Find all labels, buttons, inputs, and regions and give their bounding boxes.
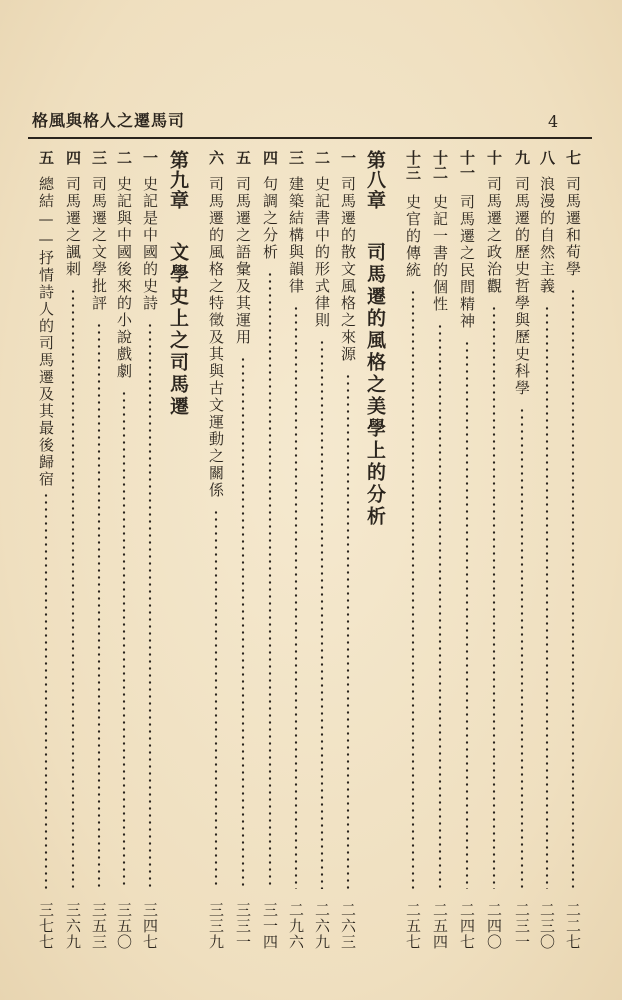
section-title: 司馬遷的歷史哲學與歷史科學 xyxy=(513,176,531,397)
toc-entry xyxy=(33,150,59,950)
dot-leader xyxy=(214,509,218,889)
chapter-label: 第八章 xyxy=(364,150,386,210)
section-title: 司馬遷和荀學 xyxy=(564,176,582,278)
page-ref: 三五三 xyxy=(90,902,108,950)
toc-entry xyxy=(427,150,453,950)
toc-entry xyxy=(137,150,163,950)
dot-leader xyxy=(520,407,524,889)
dot-leader xyxy=(268,271,272,889)
section-title: 史記一書的個性 xyxy=(431,194,449,313)
section-number: 九 xyxy=(513,150,531,165)
section-number: 三 xyxy=(287,150,305,165)
section-title: 司馬遷之諷刺 xyxy=(64,176,82,278)
section-number: 二 xyxy=(115,150,133,165)
page-ref: 二九六 xyxy=(287,902,305,950)
chapter-title: 司馬遷的風格之美學上的分析 xyxy=(364,242,386,528)
dot-leader xyxy=(148,322,152,889)
page-ref: 二三〇 xyxy=(538,902,556,950)
dot-leader xyxy=(294,305,298,889)
toc-entry xyxy=(203,150,229,950)
page-ref: 二三一 xyxy=(513,902,531,950)
chapter-heading xyxy=(360,150,390,570)
chapter-heading xyxy=(163,150,193,570)
dot-leader xyxy=(241,356,245,889)
toc-entry xyxy=(560,150,586,950)
page-ref: 二四七 xyxy=(458,902,476,950)
page-ref: 三四七 xyxy=(141,902,159,950)
section-number: 三 xyxy=(90,150,108,165)
section-title: 史記是中國的史詩 xyxy=(141,176,159,312)
dot-leader xyxy=(122,390,126,889)
dot-leader xyxy=(44,492,48,889)
section-number: 五 xyxy=(234,150,252,165)
section-title: 司馬遷之民間精神 xyxy=(458,194,476,330)
page-ref: 二五七 xyxy=(404,902,422,950)
section-title: 司馬遷之政治觀 xyxy=(485,176,503,295)
page-number: 4 xyxy=(548,112,559,131)
page-ref: 三三九 xyxy=(207,902,225,950)
toc-entry xyxy=(86,150,112,950)
dot-leader xyxy=(346,373,350,889)
section-number: 二 xyxy=(313,150,331,165)
section-title: 總結——抒情詩人的司馬遷及其最後歸宿 xyxy=(37,176,55,488)
section-number: 五 xyxy=(37,150,55,165)
dot-leader xyxy=(438,323,442,889)
section-title: 浪漫的自然主義 xyxy=(538,176,556,295)
dot-leader xyxy=(411,289,415,889)
section-title: 句調之分析 xyxy=(261,176,279,261)
section-title: 史官的傳統 xyxy=(404,194,422,279)
toc-entry xyxy=(400,150,426,950)
section-title: 司馬遷之文學批評 xyxy=(90,176,108,312)
page-ref: 三五〇 xyxy=(115,902,133,950)
page-ref: 三三一 xyxy=(234,902,252,950)
toc-entry xyxy=(283,150,309,950)
dot-leader xyxy=(97,322,101,889)
dot-leader xyxy=(320,339,324,889)
dot-leader xyxy=(71,288,75,889)
dot-leader xyxy=(492,305,496,889)
toc-entry xyxy=(509,150,535,950)
section-number: 八 xyxy=(538,150,556,165)
toc-entry xyxy=(111,150,137,950)
toc-entry xyxy=(60,150,86,950)
page-ref: 二二七 xyxy=(564,902,582,950)
section-title: 史記書中的形式律則 xyxy=(313,176,331,329)
dot-leader xyxy=(571,288,575,889)
page-ref: 二六九 xyxy=(313,902,331,950)
toc-entry xyxy=(335,150,361,950)
section-title: 建築結構與韻律 xyxy=(287,176,305,295)
page-ref: 二六三 xyxy=(339,902,357,950)
section-title: 司馬遷的散文風格之來源 xyxy=(339,176,357,363)
dot-leader xyxy=(465,340,469,889)
section-number: 十三 xyxy=(404,150,422,180)
section-number: 四 xyxy=(64,150,82,165)
section-number: 十 xyxy=(485,150,503,165)
section-number: 四 xyxy=(261,150,279,165)
toc-entry xyxy=(534,150,560,950)
running-title: 格風與格人之遷馬司 xyxy=(32,111,186,130)
dot-leader xyxy=(545,305,549,889)
page-ref: 三一四 xyxy=(261,902,279,950)
section-number: 六 xyxy=(207,150,225,165)
section-number: 一 xyxy=(339,150,357,165)
section-title: 司馬遷的風格之特徵及其與古文運動之關係 xyxy=(207,176,225,499)
section-number: 十一 xyxy=(458,150,476,180)
page-ref: 二五四 xyxy=(431,902,449,950)
section-number: 七 xyxy=(564,150,582,165)
section-number: 一 xyxy=(141,150,159,165)
page-ref: 三七七 xyxy=(37,902,55,950)
page-ref: 三六九 xyxy=(64,902,82,950)
chapter-label: 第九章 xyxy=(167,150,189,210)
toc-entry xyxy=(481,150,507,950)
chapter-title: 文學史上之司馬遷 xyxy=(167,242,189,418)
toc-entry xyxy=(230,150,256,950)
section-number: 十二 xyxy=(431,150,449,180)
toc-entry xyxy=(309,150,335,950)
toc-entry xyxy=(257,150,283,950)
page-ref: 二四〇 xyxy=(485,902,503,950)
section-title: 史記與中國後來的小說戲劇 xyxy=(115,176,133,380)
toc-entry xyxy=(454,150,480,950)
section-title: 司馬遷之語彙及其運用 xyxy=(234,176,252,346)
